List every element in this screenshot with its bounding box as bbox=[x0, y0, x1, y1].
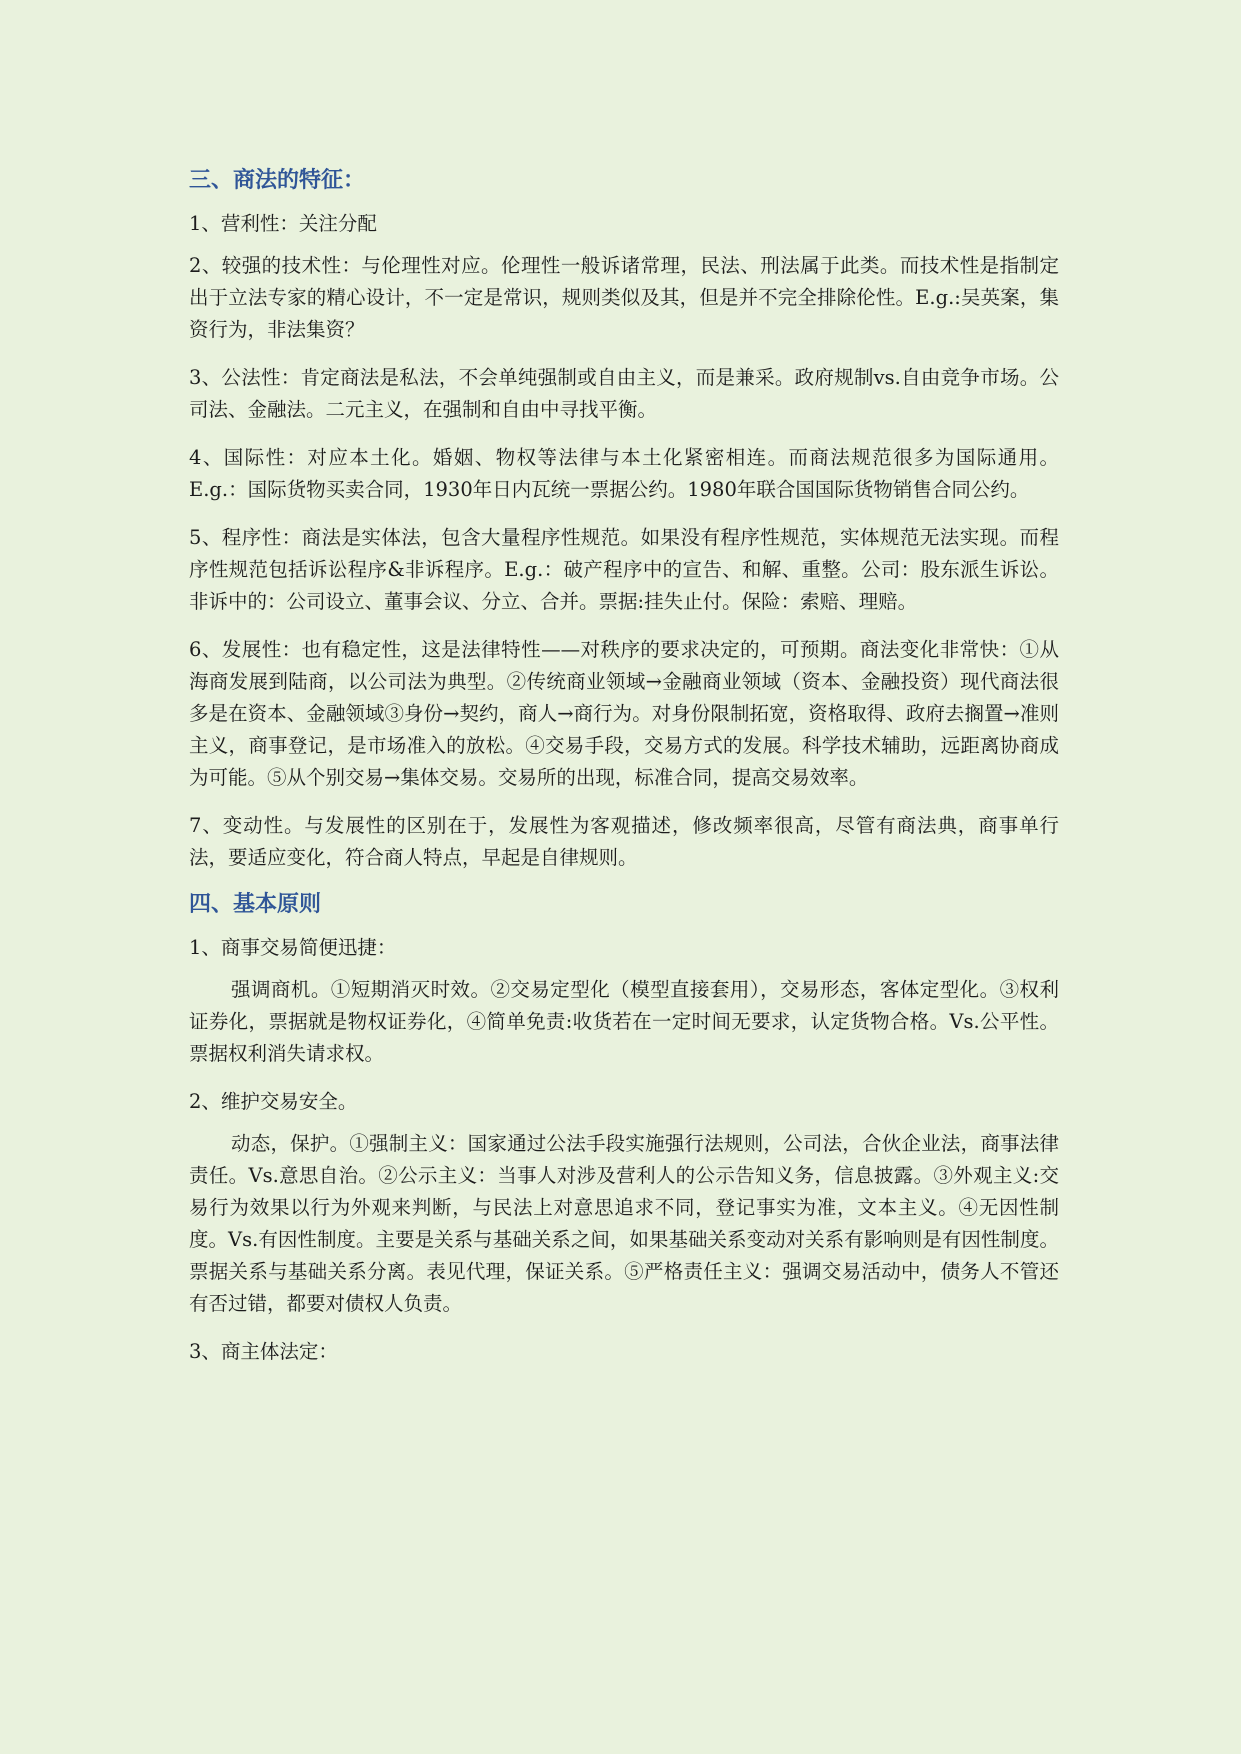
feature-item-2: 2、较强的技术性：与伦理性对应。伦理性一般诉诸常理，民法、刑法属于此类。而技术性是指制定出于立法专家的精心设计，不一定是常识，规则类似及其，但是并不完全排除伦性。E.g.:吴英案，集资行为，非法集资？ bbox=[189, 254, 1059, 341]
feature-item-3: 3、公法性：肯定商法是私法，不会单纯强制或自由主义，而是兼采。政府规制vs.自由竞争市场。公司法、金融法。二元主义，在强制和自由中寻找平衡。 bbox=[189, 366, 1059, 421]
feature-item-6: 6、发展性：也有稳定性，这是法律特性——对秩序的要求决定的，可预期。商法变化非常快：①从海商发展到陆商，以公司法为典型。②传统商业领域→金融商业领域（资本、金融投资）现代商法很多是在资本、金融领域③身份→契约，商人→商行为。对身份限制拓宽，资格取得、政府去搁置→准则主义，商事登记，是市场准入的放松。④交易手段，交易方式的发展。科学技术辅助，远距离协商成为可能。⑤从个别交易→集体交易。交易所的出现，标准合同，提高交易效率。 bbox=[189, 638, 1059, 789]
section-heading-features: 三、商法的特征： bbox=[189, 168, 366, 193]
section-heading-principles: 四、基本原则 bbox=[189, 892, 322, 917]
feature-item-4: 4、国际性：对应本土化。婚姻、物权等法律与本土化紧密相连。而商法规范很多为国际通用。E.g.：国际货物买卖合同，1930年日内瓦统一票据公约。1980年联合国国际货物销售合同公约。 bbox=[189, 446, 1059, 501]
principle-1-title: 1、商事交易简便迅捷： bbox=[189, 936, 397, 959]
feature-item-1: 1、营利性：关注分配 bbox=[189, 212, 377, 235]
principle-2-title: 2、维护交易安全。 bbox=[189, 1090, 358, 1113]
feature-item-7: 7、变动性。与发展性的区别在于，发展性为客观描述，修改频率很高，尽管有商法典，商事单行法，要适应变化，符合商人特点，早起是自律规则。 bbox=[189, 814, 1059, 869]
document-page bbox=[189, 166, 1059, 1378]
principle-2-body: 动态，保护。①强制主义：国家通过公法手段实施强行法规则，公司法，合伙企业法，商事法律责任。Vs.意思自治。②公示主义：当事人对涉及营利人的公示告知义务，信息披露。③外观主义:交易行为效果以行为外观来判断，与民法上对意思追求不同，登记事实为准，文本主义。④无因性制度。Vs.有因性制度。主要是关系与基础关系之间，如果基础关系变动对关系有影响则是有因性制度。票据关系与基础关系分离。表见代理，保证关系。⑤严格责任主义：强调交易活动中，债务人不管还有否过错，都要对债权人负责。 bbox=[189, 1132, 1059, 1315]
principle-1-body: 强调商机。①短期消灭时效。②交易定型化（模型直接套用），交易形态，客体定型化。③权利证券化，票据就是物权证券化，④简单免责:收货若在一定时间无要求，认定货物合格。Vs.公平性。票据权利消失请求权。 bbox=[189, 978, 1059, 1065]
principle-3-title: 3、商主体法定： bbox=[189, 1340, 338, 1363]
feature-item-5: 5、程序性：商法是实体法，包含大量程序性规范。如果没有程序性规范，实体规范无法实现。而程序性规范包括诉讼程序&非诉程序。E.g.：破产程序中的宣告、和解、重整。公司：股东派生诉讼。非诉中的：公司设立、董事会议、分立、合并。票据:挂失止付。保险：索赔、理赔。 bbox=[189, 526, 1059, 613]
